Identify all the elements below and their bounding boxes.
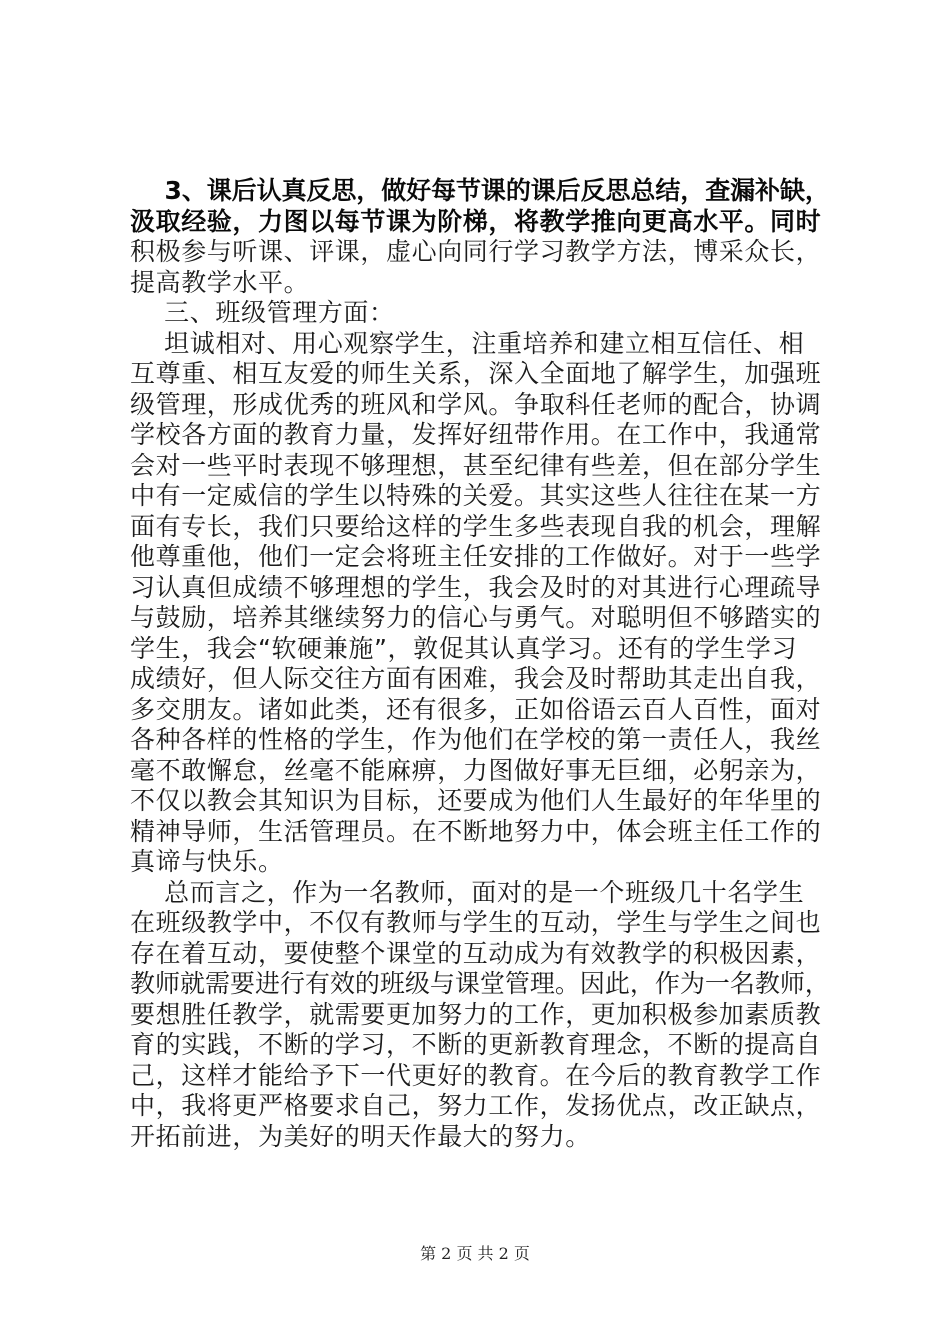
text-line: 会对一些平时表现不够理想，甚至纪律有些差，但在部分学生: [130, 450, 822, 480]
text-line: 开拓前进，为美好的明天作最大的努力。: [130, 1121, 591, 1151]
text-line: 与鼓励，培养其继续努力的信心与勇气。对聪明但不够踏实的: [130, 603, 822, 632]
text-line: 学校各方面的教育力量，发挥好纽带作用。在工作中，我通常: [130, 420, 822, 449]
text-line: 学生，我会“软硬兼施”，敦促其认真学习。还有的学生学习: [130, 633, 798, 663]
text-line: 3、课后认真反思，做好每节课的课后反思总结，查漏补缺，: [130, 176, 830, 205]
page-number-footer: 第 2 页 共 2 页: [420, 1244, 530, 1263]
text-line: 存在着互动，要使整个课堂的互动成为有效教学的积极因素，: [130, 938, 822, 968]
text-line: 汲取经验，力图以每节课为阶梯，将教学推向更高水平。同时: [130, 206, 822, 236]
text-line: 多交朋友。诸如此类，还有很多，正如俗语云百人百性，面对: [130, 694, 822, 724]
text-line: 面有专长，我们只要给这样的学生多些表现自我的机会，理解: [130, 511, 822, 541]
text-line: 三、班级管理方面：: [130, 298, 395, 327]
text-line: 他尊重他，他们一定会将班主任安排的工作做好。对于一些学: [130, 542, 822, 571]
text-line: 育的实践，不断的学习，不断的更新教育理念，不断的提高自: [130, 1030, 822, 1059]
text-line: 不仅以教会其知识为目标，还要成为他们人生最好的年华里的: [130, 786, 822, 815]
text-line: 坦诚相对、用心观察学生，注重培养和建立相互信任、相: [130, 328, 805, 358]
text-line: 精神导师，生活管理员。在不断地努力中，体会班主任工作的: [130, 816, 822, 846]
text-line: 习认真但成绩不够理想的学生，我会及时的对其进行心理疏导: [130, 572, 822, 602]
text-line: 总而言之，作为一名教师，面对的是一个班级几十名学生: [130, 877, 805, 907]
text-line: 中，我将更严格要求自己，努力工作，发扬优点，改正缺点，: [130, 1091, 822, 1120]
text-line: 提高教学水平。: [130, 267, 310, 297]
text-line: 教师就需要进行有效的班级与课堂管理。因此，作为一名教师，: [130, 969, 830, 998]
text-line: 互尊重、相互友爱的师生关系，深入全面地了解学生，加强班: [130, 359, 822, 388]
text-line: 己，这样才能给予下一代更好的教育。在今后的教育教学工作: [130, 1060, 822, 1090]
text-line: 要想胜任教学，就需要更加努力的工作，更加积极参加素质教: [130, 999, 822, 1029]
text-line: 中有一定威信的学生以特殊的关爱。其实这些人往往在某一方: [130, 481, 822, 510]
text-line: 各种各样的性格的学生，作为他们在学校的第一责任人，我丝: [130, 725, 822, 754]
text-line: 积极参与听课、评课，虚心向同行学习教学方法，博采众长，: [130, 237, 822, 266]
text-line: 毫不敢懈怠，丝毫不能麻痹，力图做好事无巨细，必躬亲为，: [130, 755, 822, 785]
text-line: 成绩好，但人际交往方面有困难，我会及时帮助其走出自我，: [130, 664, 822, 693]
text-line: 在班级教学中，不仅有教师与学生的互动，学生与学生之间也: [130, 908, 822, 937]
document-body: [130, 176, 830, 1152]
text-line: 级管理，形成优秀的班风和学风。争取科任老师的配合，协调: [130, 389, 822, 419]
text-line: 真谛与快乐。: [130, 847, 284, 876]
